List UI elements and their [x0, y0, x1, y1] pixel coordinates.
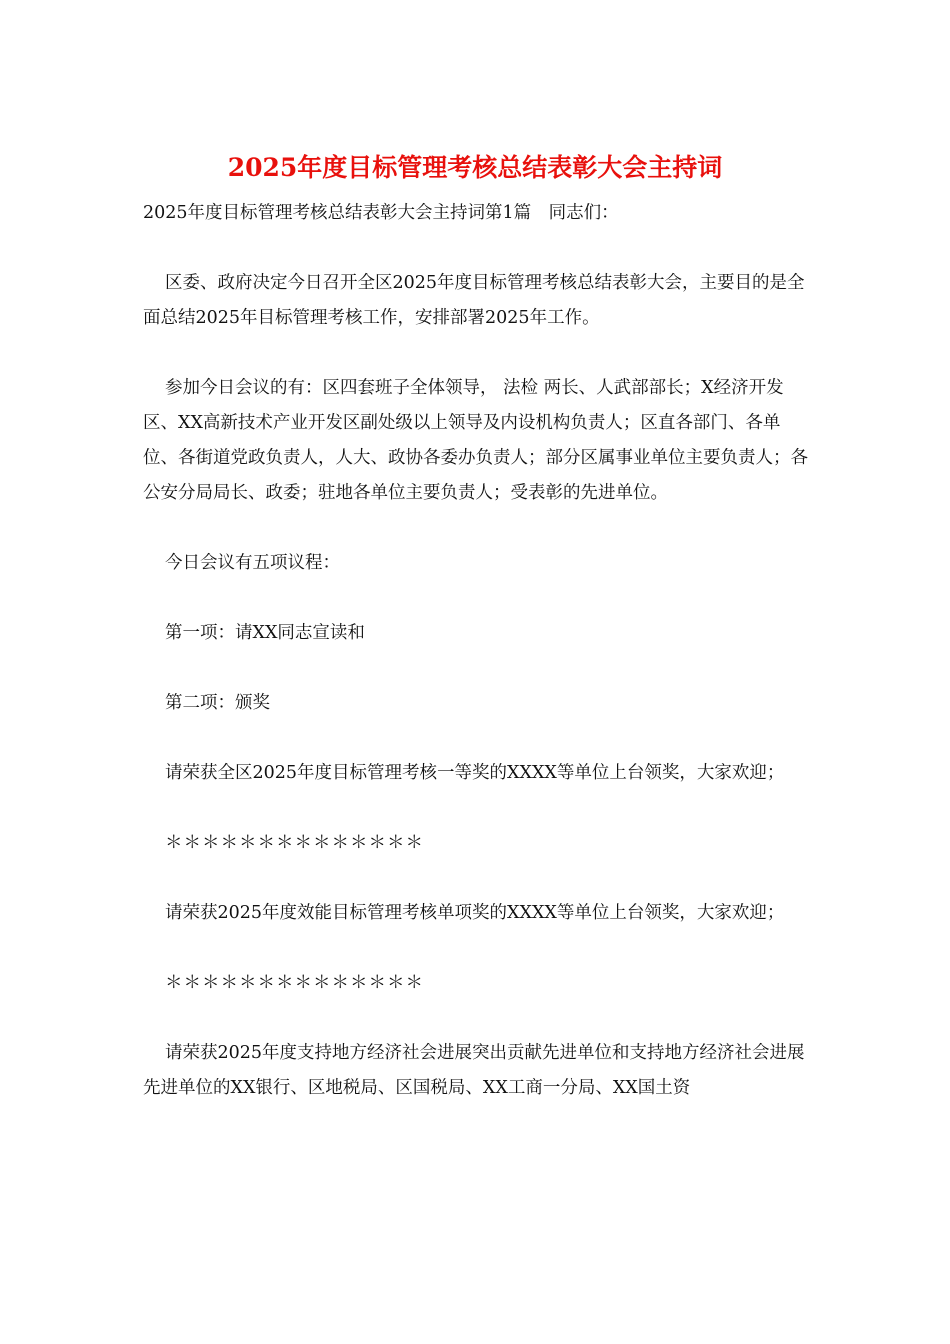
paragraph-award-single: 请荣获2025年度效能目标管理考核单项奖的XXXX等单位上台领奖，大家欢迎； — [165, 903, 785, 923]
paragraph-intro: 2025年度目标管理考核总结表彰大会主持词第1篇 同志们： — [143, 203, 619, 223]
separator-stars: ＊＊＊＊＊＊＊＊＊＊＊＊＊＊ — [165, 973, 424, 993]
document-title: 2025年度目标管理考核总结表彰大会主持词 — [227, 153, 723, 182]
paragraph-award-first: 请荣获全区2025年度目标管理考核一等奖的XXXX等单位上台领奖，大家欢迎； — [165, 763, 785, 783]
document-body — [143, 196, 808, 1106]
paragraph-purpose: 区委、政府决定今日召开全区2025年度目标管理考核总结表彰大会，主要目的是全面总结2025年目标管理考核工作，安排部署2025年工作。 — [143, 273, 805, 328]
separator-stars: ＊＊＊＊＊＊＊＊＊＊＊＊＊＊ — [165, 833, 424, 853]
paragraph-attendees: 参加今日会议的有：区四套班子全体领导， 法检 两长、人武部部长；X经济开发区、XX高新技术产业开发区副处级以上领导及内设机构负责人；区直各部门、各单位、各街道党政负责人，人大、政协各委办负责人；部分区属事业单位主要负责人；各公安分局局长、政委；驻地各单位主要负责人；受表彰的先进单位。 — [143, 378, 808, 503]
paragraph-item-two: 第二项：颁奖 — [165, 693, 270, 713]
paragraph-agenda: 今日会议有五项议程： — [165, 553, 340, 573]
paragraph-award-support: 请荣获2025年度支持地方经济社会进展突出贡献先进单位和支持地方经济社会进展先进单位的XX银行、区地税局、区国税局、XX工商一分局、XX国土资 — [143, 1043, 805, 1098]
paragraph-item-one: 第一项：请XX同志宣读和 — [165, 623, 365, 643]
